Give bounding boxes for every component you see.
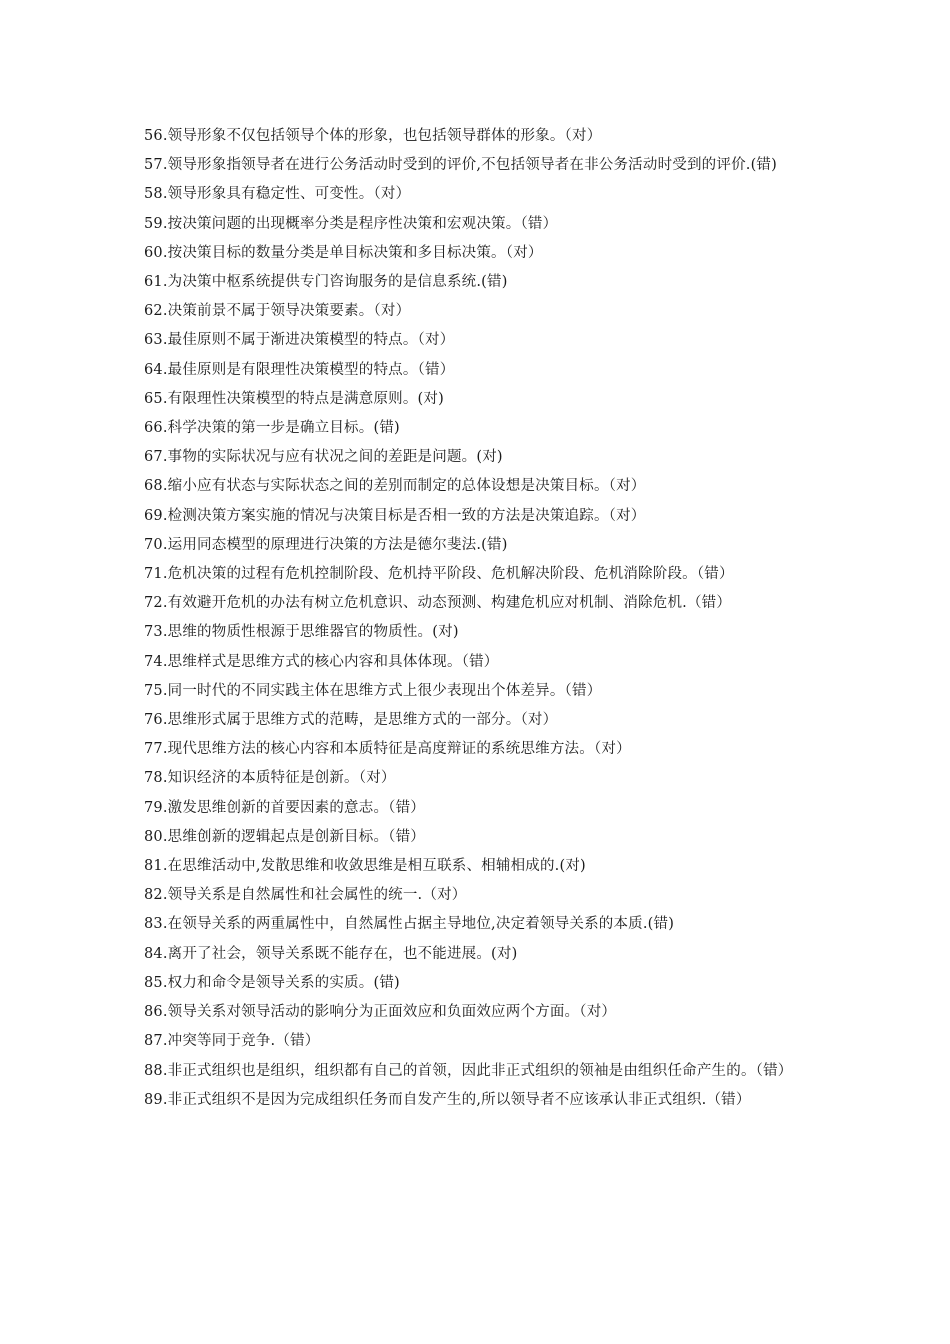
list-item: 67.事物的实际状况与应有状况之间的差距是问题。(对)	[144, 449, 503, 466]
list-item: 80.思维创新的逻辑起点是创新目标。（错）	[144, 828, 426, 845]
list-item: 83.在领导关系的两重属性中，自然属性占据主导地位,决定着领导关系的本质.(错)	[144, 916, 675, 933]
list-item: 56.领导形象不仅包括领导个体的形象，也包括领导群体的形象。（对）	[144, 128, 602, 144]
list-item: 71.危机决策的过程有危机控制阶段、危机持平阶段、危机解决阶段、危机消除阶段。（错）	[144, 566, 734, 583]
list-item: 64.最佳原则是有限理性决策模型的特点。（错）	[144, 361, 455, 378]
list-item: 72.有效避开危机的办法有树立危机意识、动态预测、构建危机应对机制、消除危机.（错）	[144, 595, 732, 612]
list-item: 87.冲突等同于竞争.（错）	[144, 1033, 320, 1050]
list-item: 59.按决策问题的出现概率分类是程序性决策和宏观决策。（错）	[144, 215, 558, 232]
list-item: 69.检测决策方案实施的情况与决策目标是否相一致的方法是决策追踪。（对）	[144, 507, 646, 524]
list-item: 74.思维样式是思维方式的核心内容和具体体现。（错）	[144, 653, 499, 670]
list-item: 84.离开了社会，领导关系既不能存在，也不能进展。(对)	[144, 945, 518, 962]
list-item: 86.领导关系对领导活动的影响分为正面效应和负面效应两个方面。（对）	[144, 1004, 617, 1021]
list-item: 66.科学决策的第一步是确立目标。(错)	[144, 420, 400, 437]
list-item: 82.领导关系是自然属性和社会属性的统一.（对）	[144, 887, 467, 904]
list-item: 76.思维形式属于思维方式的范畴，是思维方式的一部分。（对）	[144, 712, 558, 729]
list-item: 77.现代思维方法的核心内容和本质特征是高度辩证的系统思维方法。（对）	[144, 741, 631, 758]
list-item: 61.为决策中枢系统提供专门咨询服务的是信息系统.(错)	[144, 274, 508, 291]
list-item: 78.知识经济的本质特征是创新。（对）	[144, 770, 396, 787]
list-item: 63.最佳原则不属于渐进决策模型的特点。（对）	[144, 332, 455, 349]
list-item: 88.非正式组织也是组织，组织都有自己的首领，因此非正式组织的领袖是由组织任命产生的。（错）	[144, 1062, 793, 1079]
list-item: 75.同一时代的不同实践主体在思维方式上很少表现出个体差异。（错）	[144, 682, 602, 699]
list-item: 58.领导形象具有稳定性、可变性。（对）	[144, 186, 411, 203]
list-item: 62.决策前景不属于领导决策要素。（对）	[144, 303, 411, 320]
list-item: 60.按决策目标的数量分类是单目标决策和多目标决策。（对）	[144, 244, 543, 261]
list-item: 68.缩小应有状态与实际状态之间的差别而制定的总体设想是决策目标。（对）	[144, 478, 646, 495]
list-item: 85.权力和命令是领导关系的实质。(错)	[144, 974, 400, 991]
list-item: 81.在思维活动中,发散思维和收敛思维是相互联系、相辅相成的.(对)	[144, 858, 586, 875]
list-item: 65.有限理性决策模型的特点是满意原则。(对)	[144, 390, 444, 407]
list-item: 79.激发思维创新的首要因素的意志。（错）	[144, 799, 426, 816]
list-item: 89.非正式组织不是因为完成组织任务而自发产生的,所以领导者不应该承认非正式组织.（错）	[144, 1091, 751, 1108]
question-list	[144, 122, 814, 1115]
list-item: 70.运用同态模型的原理进行决策的方法是德尔斐法.(错)	[144, 536, 508, 553]
list-item: 57.领导形象指领导者在进行公务活动时受到的评价,不包括领导者在非公务活动时受到的评价.(错)	[144, 157, 777, 174]
list-item: 73.思维的物质性根源于思维器官的物质性。(对)	[144, 624, 459, 641]
